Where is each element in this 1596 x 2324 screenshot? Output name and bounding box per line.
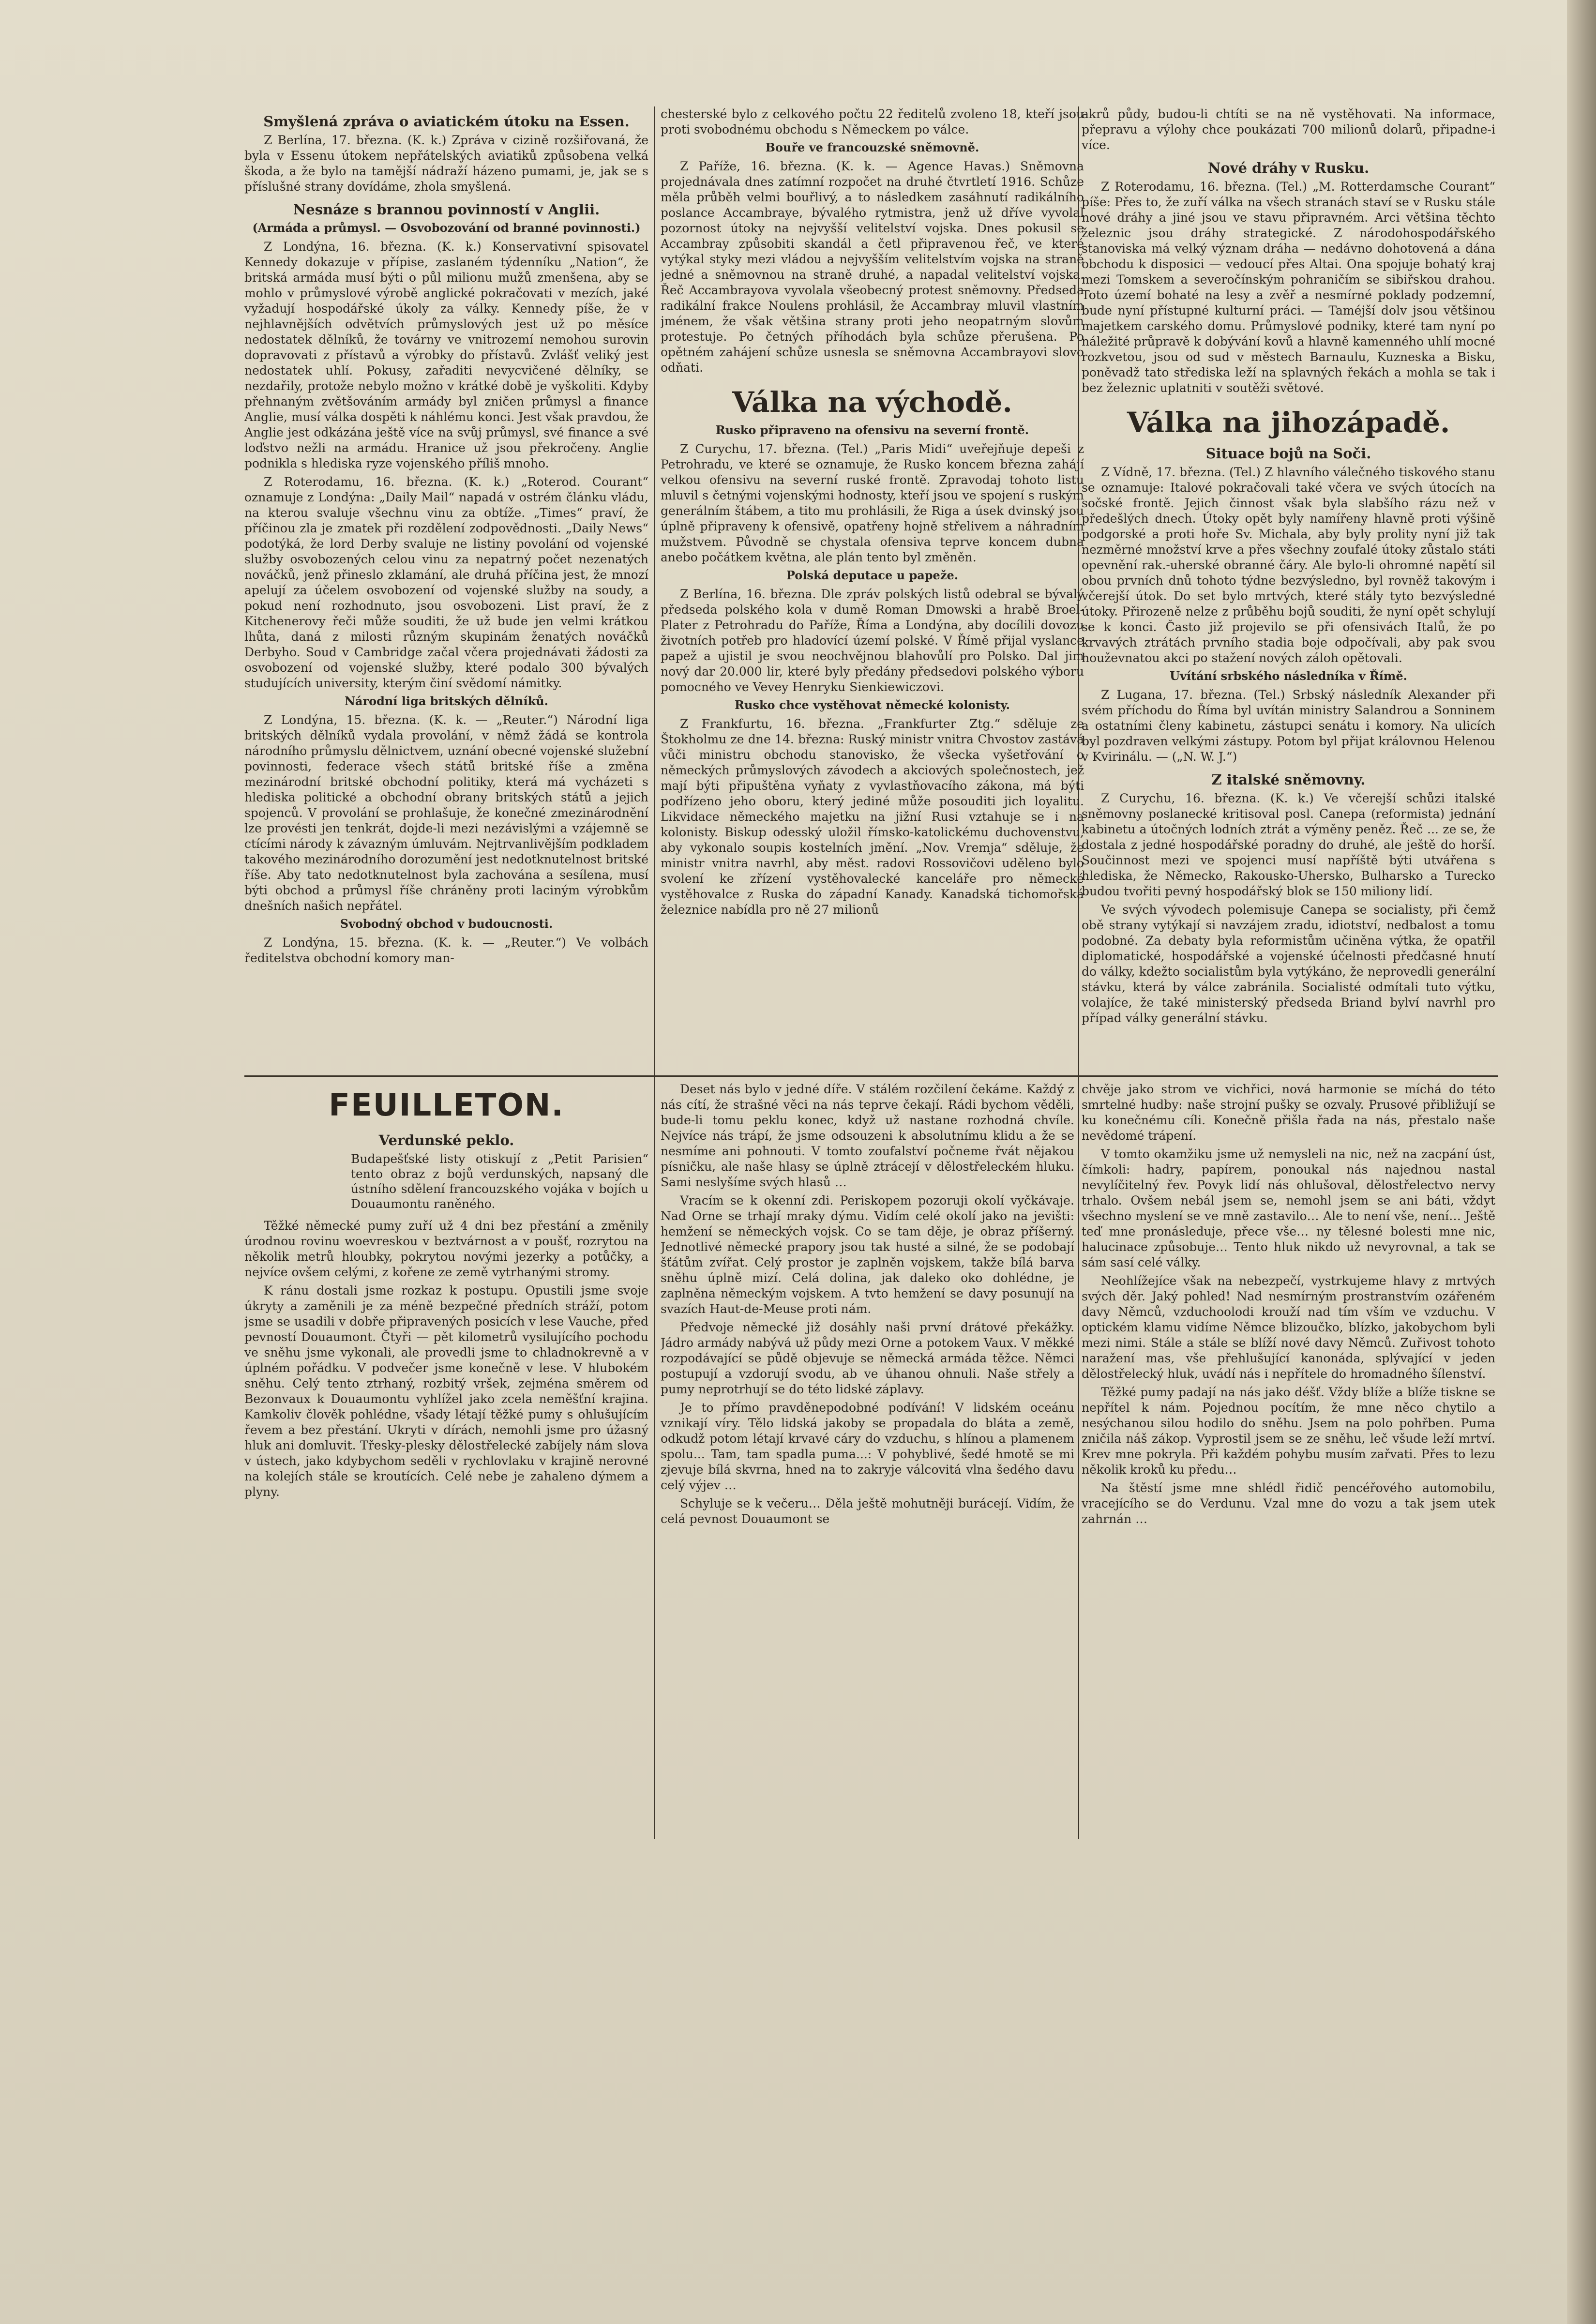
feuilleton-rule	[244, 1075, 1498, 1077]
article-paragraph: akrů půdy, budou-li chtíti se na ně vystěhovati. Na informace, přepravu a výlohy chce poukázati 700 milionů dolarů, připadne-i více.	[1082, 107, 1495, 152]
feuilleton-column-3	[1082, 1082, 1495, 1837]
section-heading: Válka na východě.	[732, 386, 1012, 419]
article-headline: Situace bojů na Soči.	[1205, 445, 1371, 462]
column-news-3	[1082, 106, 1495, 1074]
article-headline: Rusko připraveno na ofensivu na severní frontě.	[715, 423, 1029, 437]
article-headline: Uvítání srbského následníka v Římě.	[1170, 669, 1407, 683]
page-edge-shadow	[1567, 0, 1596, 2324]
feuilleton-paragraph: Schyluje se k večeru… Děla ještě mohutněji burácejí. Vidím, že celá pevnost Douaumont se	[661, 1496, 1074, 1526]
feuilleton-title: FEUILLETON.	[329, 1087, 564, 1123]
article-paragraph: Z Curychu, 17. března. (Tel.) „Paris Midi“ uveřejňuje depeši z Petrohradu, ve které se oznamuje, že Rusko koncem března zahájí velkou ofensivu na severní ruské frontě. Zpravodaj tohoto listu mluvil s četnými vojenskými hodnosty, kteří jsou ve spojení s ruským generálním štábem, a tito mu prohlásili, že Riga a úsek dvinský jsou úplně připraveny k ofensivě, opatřeny hojně střelivem a náhradním mužstvem. Původně se chystala ofensiva teprve koncem dubna anebo počátkem května, ale plán tento byl změněn.	[661, 442, 1084, 564]
feuilleton-paragraph: chvěje jako strom ve vichřici, nová harmonie se míchá do této smrtelné hudby: naše strojní pušky se ozvaly. Prusové přibližují se ku konečnému cíli. Konečně přišla řada na nás, přestalo naše nevědomé trápení.	[1082, 1082, 1495, 1143]
feuilleton-paragraph: Deset nás bylo v jedné díře. V stálém rozčilení čekáme. Každý z nás cítí, že strašné věci na nás teprve čekají. Rádi bychom věděli, bude-li tomu peklu konec, když už nastane rozhodná chvíle. Nejvíce nás trápí, že jsme odsouzeni k absolutnímu klidu a že se nesmíme ani pohnouti. V tomto zoufalství počneme řvát nějakou písničku, ale naše hlasy se úplně ztrácejí v dělostřeleckém hluku. Sami neslyšíme svých hlasů …	[661, 1082, 1074, 1189]
feuilleton-paragraph: Předvoje německé již dosáhly naši první drátové překážky. Jádro armády nabývá už půdy mezi Orne a potokem Vaux. V měkké rozpodávající se půdě objevuje se německá armáda těžce. Němci postupují a vzdorují svodu, ab ve úhanou ohnuli. Naše střely a pumy neprotrhují se do této lidské záplavy.	[661, 1320, 1074, 1396]
article-headline: Polská deputace u papeže.	[786, 568, 959, 582]
article-headline: Národní liga britských dělníků.	[344, 694, 549, 708]
article-paragraph: Z Roterodamu, 16. března. (K. k.) „Roterod. Courant“ oznamuje z Londýna: „Daily Mail“ napadá v ostrém článku vládu, na kterou svaluje všechnu vinu za obtíže. „Times“ praví, že příčinou zla je zmatek při rozdělení zodpovědnosti. „Daily News“ podotýká, že lord Derby svaluje ne listiny povolání od vojenské služby osvobozených celou vinu za nepatrný počet nezenatých nováčků, jenž přineslo zklamání, ale druhá příčina jest, že mnozí apelují za účelem osvobození od vojenské služby na soudy, a pokud není rozhodnuto, jsou osvobozeni. List praví, že z Kitchenerovy řeči může souditi, že už bude jen velmi krátkou lhůta, daná z milosti různým skupinám ženatých nováčků Derbyho. Soud v Cambridge začal včera projednávati žádosti za osvobození od vojenské služby, které podalo 300 bývalých studujících university, kterým činí svědomí námitky.	[244, 475, 648, 690]
article-paragraph: Z Vídně, 17. března. (Tel.) Z hlavního válečného tiskového stanu se oznamuje: Italové pokračovali také včera ve svých útocích na sočské frontě. Jejich činnost však byla slabšího rázu než v předešlých dnech. Útoky opět byly namířeny hlavně proti výšině podgorské a proti hoře Sv. Michala, aby byly prolity nyní již tak nezměrné množství krve a přes všechny zoufalé útoky zůstalo státi opevnění rak.-uherské obranné čáry. Ale bylo-li ohromné napětí sil obou prvních dnů tohoto týdne bezvýsledno, byl rovněž takovým i včerejší útok. Do set bylo mrtvých, které stály tyto bezvýsledné útoky. Přirozeně nelze z průběhu bojů souditi, že nyní opět schylují se k konci. Často již projevilo se při ofensivách Italů, že po krvavých ztrátách prvního stadia boje odpočívali, aby pak svou houževnatou akci po stažení nových záloh opětovali.	[1082, 465, 1495, 665]
article-paragraph: Z Londýna, 15. března. (K. k. — „Reuter.“) Ve volbách ředitelstva obchodní komory man-	[244, 936, 648, 965]
article-paragraph: Z Lugana, 17. března. (Tel.) Srbský následník Alexander při svém příchodu do Říma byl uvítán ministry Salandrou a Sonninem a ostatními členy kabinetu, zástupci senátu i komory. Na ulicích byl pozdraven velkými zástupy. Potom byl přijat královnou Helenou v Kvirinálu. — („N. W. J.“)	[1082, 688, 1495, 764]
article-headline: Smyšlená zpráva o aviatickém útoku na Essen.	[263, 113, 630, 130]
feuilleton-section	[244, 1082, 648, 1837]
article-headline: Bouře ve francouzské sněmovně.	[765, 140, 979, 154]
article-headline: Svobodný obchod v budoucnosti.	[340, 917, 553, 931]
feuilleton-headline: Verdunské peklo.	[378, 1132, 514, 1148]
feuilleton-paragraph: K ránu dostali jsme rozkaz k postupu. Opustili jsme svoje úkryty a zaměnili je za méně bezpečné předních stráží, potom jsme se usadili v dobře připravených posicích v lese Vauche, před pevností Douaumont. Čtyři — pět kilometrů vysilujícího pochodu ve sněhu jsme vykonali, ale provedli jsme to chladnokrevně a v úplném pořádku. V podvečer jsme konečně v lese. V hlubokém sněhu. Celý tento ztrhaný, rozbitý vršek, zejména směrem od Bezonvaux k Douaumontu vyhlížel jako zcela neměšťní krajina. Kamkoliv člověk pohlédne, všady létají těžké pumy s ohlušujícím řevem a bez přestání. Ukryti v dírách, nemohli jsme pro úžasný hluk ani domluvit. Třesky-plesky dělostřelecké zabíjely nám slova v ústech, jako kdybychom seděli v rychlovlaku v krajině nerovné na kolejích stále se kroutících. Celé nebe je zahaleno dýmem a plyny.	[244, 1283, 648, 1499]
article-headline: Z italské sněmovny.	[1211, 771, 1366, 788]
feuilleton-paragraph: Těžké německé pumy zuří už 4 dni bez přestání a změnily úrodnou rovinu woevreskou v beztvárnost a v poušť, rozrytou na několik metrů hloubky, pokrytou novými jezerky a potůčky, a nejvíce ovšem celými, z kořene ze země vytrhanými stromy.	[244, 1219, 648, 1279]
article-paragraph: Z Berlína, 16. března. Dle zpráv polských listů odebral se bývalý předseda polského kola v dumě Roman Dmowski a hrabě Broel-Plater z Petrohradu do Paříže, Říma a Londýna, aby docílili dovozu životních potřeb pro hladovící území polské. V Římě přijal vyslance papež a ujistil je svou neochvějnou blahovůlí pro Polsko. Dal jim nový dar 20.000 lir, které byly předány předsedovi polského výboru pomocného ve Vevey Henryku Sienkiewiczovi.	[661, 587, 1084, 694]
column-news-2	[661, 106, 1084, 1074]
column-rule	[654, 106, 655, 1839]
column-news-1	[244, 106, 648, 1074]
feuilleton-column-2	[661, 1082, 1074, 1837]
article-paragraph: Ve svých vývodech polemisuje Canepa se socialisty, při čemž obě strany vytýkají si navzájem zradu, idiotství, nedbalost a tomu podobné. Za debaty byla reformistům učiněna výtka, že opatřil diplomatické, hospodářské a vojenské účelnosti předčasné hnutí do války, kdežto socialistům byla vytýkáno, že neprovedli generální stávku, která by válce zabránila. Socialisté odmítali tuto výtku, volajíce, že také ministerský předseda Briand bylví navrhl pro případ války generální stávku.	[1082, 903, 1495, 1025]
article-headline: Rusko chce vystěhovat německé kolonisty.	[734, 698, 1010, 712]
feuilleton-paragraph: Je to přímo pravděnepodobné podívání! V lidském oceánu vznikají víry. Tělo lidská jakoby se propadala do blátа a země, odkudž potom létají krvavé cáry do vzduchu, s hlínou a plamenem spolu... Tam, tam spadla puma...: V pohyblivé, šedé hmotě se mi zjevuje bílá skvrna, hned na to zakryje válcovitá vlna šedého davu celý výjev …	[661, 1401, 1074, 1492]
article-headline: Nesnáze s brannou povinností v Anglii.	[293, 201, 600, 218]
article-paragraph: chesterské bylo z celkového počtu 22 ředitelů zvoleno 18, kteří jsou proti svobodnému obchodu s Německem po válce.	[661, 107, 1084, 136]
article-paragraph: Z Berlína, 17. března. (K. k.) Zpráva v cizině rozšiřovaná, že byla v Essenu útokem nepřátelských aviatiků způsobena velká škoda, a že bylo na tamější nádraží házeno pumami, je, jak se s příslušné strany dovídáme, zhola smyšlená.	[244, 133, 648, 194]
article-headline: Nové dráhy v Rusku.	[1207, 160, 1370, 176]
section-heading: Válka na jihozápadě.	[1127, 406, 1450, 439]
article-paragraph: Z Roterodamu, 16. března. (Tel.) „M. Rotterdamsche Courant“ píše: Přes to, že zuří válka na všech stranách staví se v Rusku stále nové dráhy a jiné jsou ve stavu připravném. Arci většina těchto železnic jsou dráhy strategické. Z národohospodářského stanoviska má velký význam dráha — nedávno dohotovená a dána obchodu k disposici — vedoucí přes Altai. Ona spojuje bohatý kraj mezi Tomskem a severočínským pohraničím se sibiřskou drahou. Toto území bohaté na lesy a zvěř a nesmírné poklady podzemní, bude nyní přístupné kulturní práci. — Taméjší dolv jsou většinou majetkem carského domu. Průmyslové podniky, které tam nyní po náležité průpravě k dobývání kovů a hlavně kamenného uhlí mocné rozkvetou, jsou od sud v městech Barnaulu, Kuzneska a Bisku, poněvadž tato střediska leží na splavných řekách a mohla se tak i bez železnic uplatniti v soutěži světové.	[1082, 180, 1495, 395]
feuilleton-intro: Budapešťské listy otiskují z „Petit Parisien“ tento obraz z bojů verdunských, napsaný dle ústního sdělení francouzského vojáka v bojích u Douaumontu raněného.	[351, 1152, 648, 1211]
article-paragraph: Z Paříže, 16. března. (K. k. — Agence Havas.) Sněmovna projednávala dnes zatímní rozpočet na druhé čtvrtletí 1916. Schůze měla průběh velmi bouřlivý, a to následkem zasáhnutí radikálního poslance Accambraye, bývalého rytmistra, jenž už dříve vyvolal pozornost útoky na nejvyšší velitelství vojska. Dnes pokusil se Accambray způsobiti skandál a četl připravenou řeč, ve které vytýkal styky mezi vládou a nejvyšším velitelstvím vojska na straně jedné a sněmovnou na straně druhé, a napadal velitelství vojska. Řeč Accambrayova vyvolala všeobecný protest sněmovny. Předseda radikální frakce Noulens prohlásil, že Accambray mluvil vlastním jménem, že však většina strany proti jeho neopatrným slovům protestuje. Po četných příhodách byla schůze přerušena. Po opětném zahájení schůze usnesla se sněmovna Accambrayovi slovo odňati.	[661, 159, 1084, 375]
article-paragraph: Z Frankfurtu, 16. března. „Frankfurter Ztg.“ sděluje ze Štokholmu ze dne 14. března: Ruský ministr vnitra Chvostov zastává vůči ministru obchodu stanovisko, že všecka vyšetřování o německých průmyslových závodech a akciových společnostech, jež mají býti připuštěna vyňaty z vyvlastňovacího zákona, má býti podřízeno jeho oboru, který jediné může posouditi jich loyalitu. Likvidace německého majetku na jižní Rusi vztahuje se i na kolonisty. Biskup odesský uložil římsko-katolickému duchovenstvu, aby vykonalo soupis kostelních jmění. „Nov. Vremja“ sděluje, že ministr vnitra navrhl, aby měst. radovi Rossovičovi uděleno bylo svolení ke zřízení vystěhovalecké kanceláře pro německé vystěhovalce z Ruska do západní Kanady. Kanadská tichomořská železnice nabídla pro ně 27 milionů	[661, 717, 1084, 917]
feuilleton-paragraph: Neohlížejíce však na nebezpečí, vystrkujeme hlavy z mrtvých svých děr. Jaký pohled! Nad nesmírným prostranstvím ozářeném davy Němců, vzduchoolodi krouží nad tím vším ve vzduchu. V optickém klamu vidíme Němce blizoučko, blízko, jakobychom byli mezi nimi. Stále a stále se blíží nové davy Němců. Zuřivost tohoto naražení mas, vše přehlušující kanonáda, splývající v jeden dělostřelecký hluk, uvádí nás i nepřítele do hromadného šílenství.	[1082, 1274, 1495, 1381]
article-paragraph: Z Londýna, 15. března. (K. k. — „Reuter.“) Národní liga britských dělníků vydala provolání, v němž žádá se kontrola národního průmyslu dělnictvem, uznání obecné vojenské služební povinnosti, federace všech států britské říše a změna mezinárodní britské obchodní politiky, která má vycházeti s hlediska politické a obchodní obrany britských států a jejich spojenců. V provolání se prohlašuje, že konečné zmezinárodnění lze provésti jen tenkrát, dojde-li mezi nezávislými a vzájemně se ctícími národy k závazným úmluvám. Nejtrvanlivějším podkladem takového mezinárodního dorozumění jest nedotknutelnost britské říše. Aby tato nedotknutelnost byla zachována a sesílena, musí býti obchod a průmysl říše chráněny proti laciným výrobkům dnešních našich nepřátel.	[244, 713, 648, 913]
feuilleton-paragraph: Vracím se k okenní zdi. Periskopem pozoruji okolí vyčkávaje. Nad Orne se trhají mraky dýmu. Vidím celé okolí jako na jevišti: hemžení se německých vojsk. Co se tam děje, je obraz příšerný. Jednotlivé německé prapory jsou tak husté a silné, že se podobají šťátům zvířat. Celý prostor je zaplněn vojskem, takže bílá barva sněhu úplně mizí. Celá dolina, jak daleko oko dohlédne, je zaplněna německým vojskem. A tvto hemžení se davy posunují na svazích Haut-de-Meuse proti nám.	[661, 1193, 1074, 1316]
article-paragraph: Z Londýna, 16. března. (K. k.) Konservativní spisovatel Kennedy dokazuje v přípise, zaslaném týdenníku „Nation“, že britská armáda musí býti o půl milionu mužů zmenšena, aby se mohlo v průmyslové výrobě anglické pokračovati v mezích, jaké vyžadují hospodářské úkoly za války. Kennedy píše, že v nejhlavnějších odvětvích průmyslových jest už po měsíce nedostatek dělníků, že továrny ve vnitrozemí nemohou surovin dopravovati z přístavů a výrobky do přístavů. Zvlášť veliký jest nedostatek uhlí. Pokusy, zařaditi nevycvičené dělníky, se nezdařily, protože nebylo možno v krátké době je vyškoliti. Kdyby přehnaným zvětšováním armády byl zničen průmysl a finance Anglie, musí válka dospěti k náhlému konci. Jest však pravdou, že Anglie jest odkázána ještě více na svůj průmysl, své finance a své loďstvo nežli na armádu. Hranice už jsou překročeny. Anglie podnikla s hlediska ryze vojenského příliš mnoho.	[244, 240, 648, 470]
feuilleton-paragraph: Těžké pumy padají na nás jako déšť. Vždy blíže a blíže tiskne se nepřítel k nám. Pojednou pocítím, že mne něco chytilo a nesýchanou silou hodilo do sněhu. Jsem na polo pohřben. Puma zničila náš zákop. Vyprostil jsem se ze sněhu, leč všude leží mrtví. Krev mne pokryla. Při každém pohybu musím zařvati. Přes to lezu několik kroků ku předu…	[1082, 1385, 1495, 1477]
feuilleton-paragraph: Na štěstí jsme mne shlédl řidič pencéřového automobilu, vracejícího se do Verdunu. Vzal mne do vozu a tak jsem utek zahrnán …	[1082, 1481, 1495, 1526]
article-paragraph: Z Curychu, 16. března. (K. k.) Ve včerejší schůzi italské sněmovny poslanecké kritisoval posl. Canepa (reformista) jednání kabinetu a útočných lodních ztrát a výměny peněz. Řeč ... ze se, že dostala z jedné hospodářské poradny do druhé, ale ještě do horší. Součinnost mezi ve spojenci musí napříště býti utvářena s hlediska, že Německo, Rakousko-Uhersko, Bulharsko a Turecko budou tvořiti pevný hospodářský blok se 150 miliony lidí.	[1082, 791, 1495, 898]
article-subheadline: (Armáda a průmysl. — Osvobozování od branné povinnosti.)	[252, 221, 641, 235]
feuilleton-paragraph: V tomto okamžiku jsme už nemysleli na nic, než na zacpání úst, čímkoli: hadry, papírem, ponoukal nás najednou nastal nevylíčitelný řev. Povyk lidí nás ohlušoval, dělostřelectvo nervy trhalo. Ovšem nebál jsem se, nemohl jsem se ani báti, vždyt všechno myslení se ve mně zastavilo… Ale to není vše, není… Ještě teď mne pronásleduje, přece vše… ny tělesné bolesti mne nic, halucinace způsobuje… Tento hluk nikdo už nevyrovnal, a tak se sám sasí celé války.	[1082, 1147, 1495, 1269]
